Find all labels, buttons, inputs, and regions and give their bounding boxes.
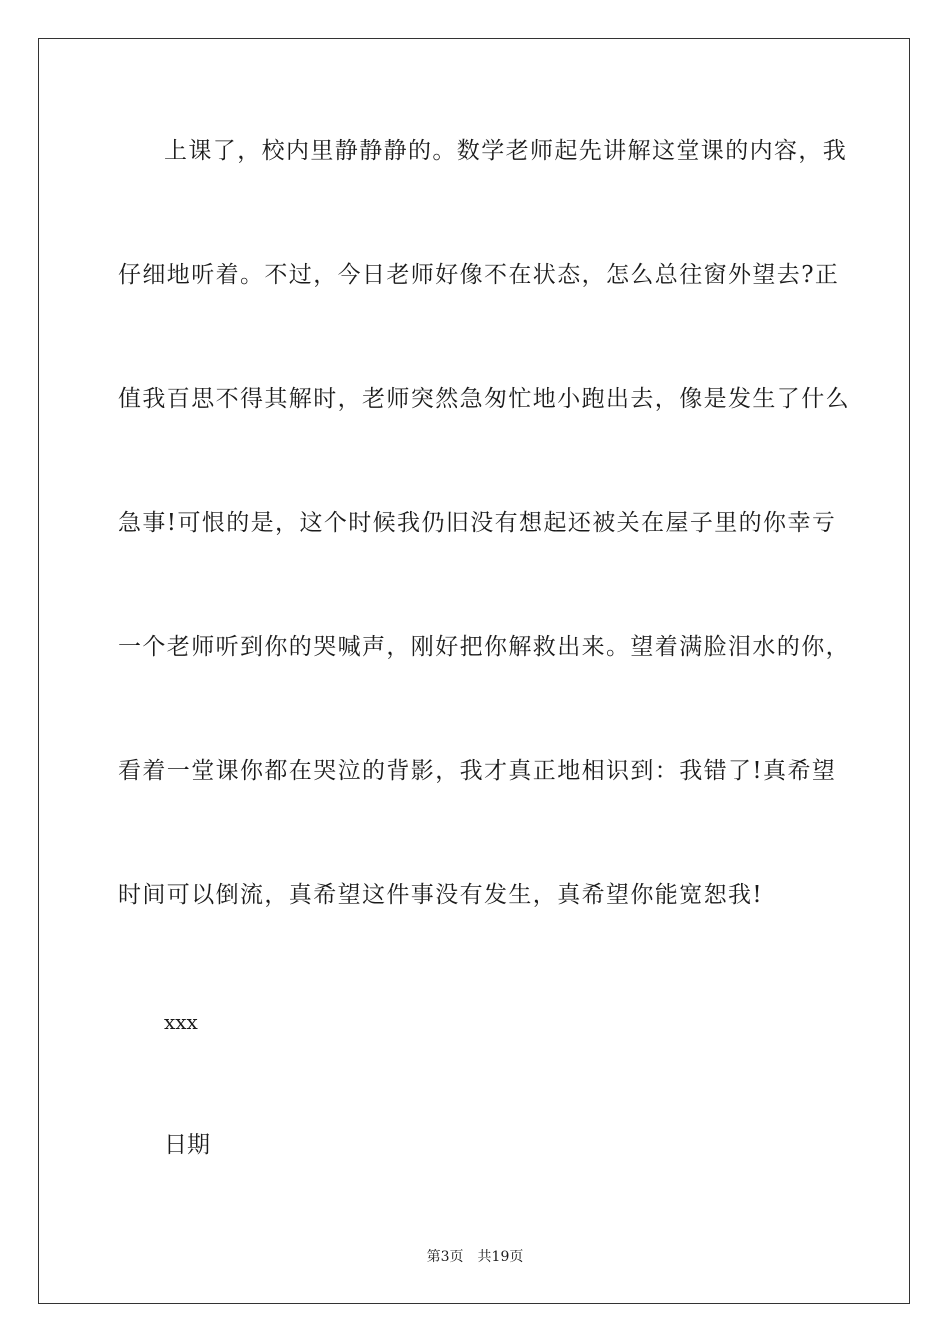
body-line-3: 值我百思不得其解时，老师突然急匆忙地小跑出去，像是发生了什么: [118, 386, 850, 412]
body-line-4: 急事!可恨的是，这个时候我仍旧没有想起还被关在屋子里的你幸亏: [118, 510, 837, 536]
page-number-total: 共19页: [477, 1249, 524, 1265]
page-footer: [0, 1248, 950, 1266]
signature: xxx: [164, 1010, 198, 1034]
body-line-7: 时间可以倒流，真希望这件事没有发生，真希望你能宽恕我!: [118, 882, 764, 908]
body-line-6: 看着一堂课你都在哭泣的背影，我才真正地相识到：我错了!真希望: [118, 758, 837, 784]
body-line-1: 上课了，校内里静静静的。数学老师起先讲解这堂课的内容，我: [164, 138, 848, 164]
date-label: 日期: [164, 1132, 210, 1158]
body-line-2: 仔细地听着。不过，今日老师好像不在状态，怎么总往窗外望去?正: [118, 262, 840, 288]
page-number-current: 第3页: [426, 1249, 464, 1265]
page-border: [38, 38, 910, 1304]
body-line-5: 一个老师听到你的哭喊声，刚好把你解救出来。望着满脸泪水的你，: [118, 634, 850, 660]
